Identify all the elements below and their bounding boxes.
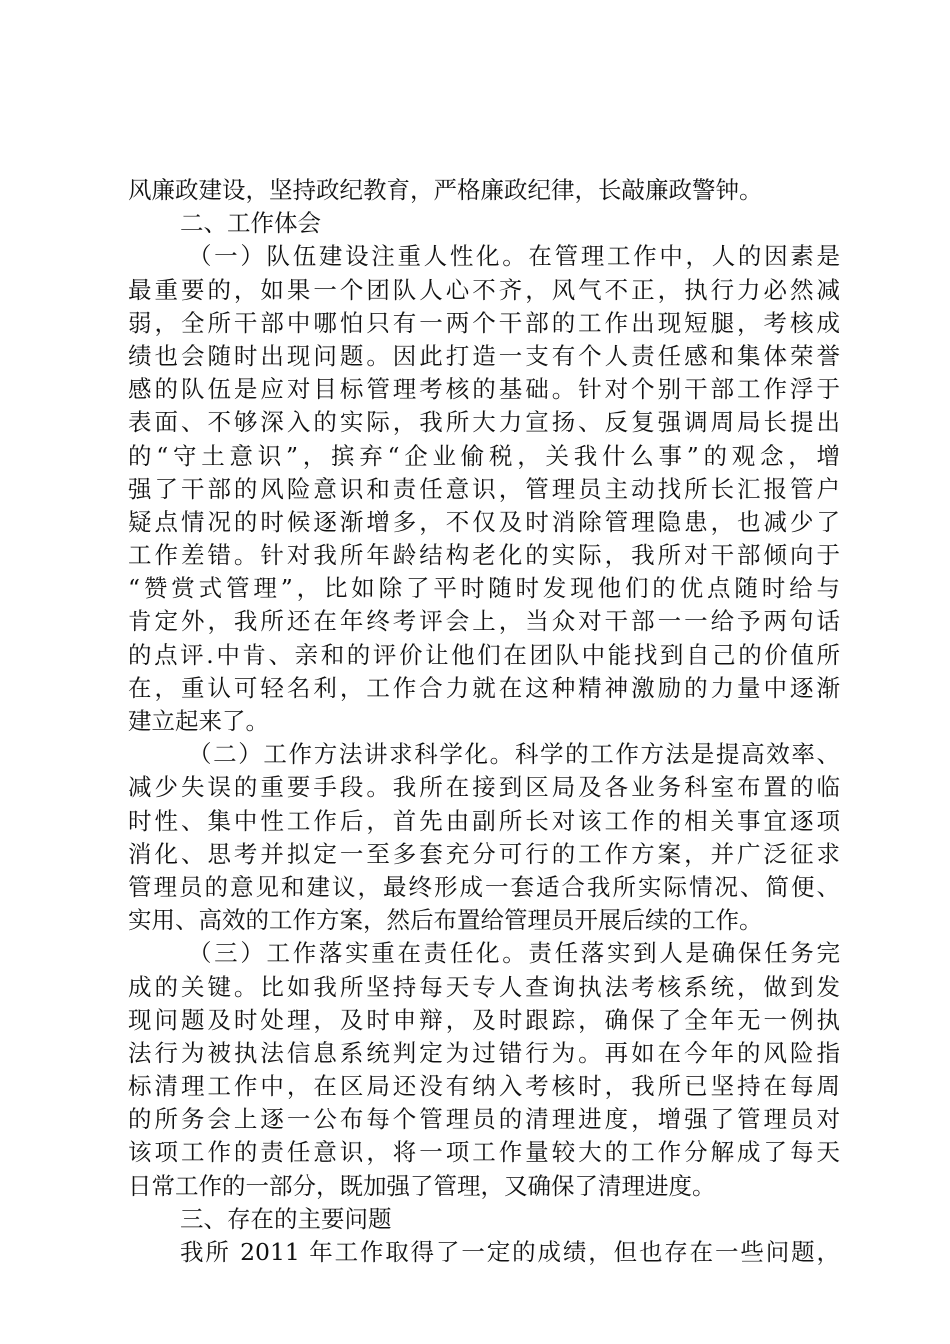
text-line: 三、存在的主要问题 [180, 1204, 392, 1233]
text-line: 弱，全所干部中哪怕只有一两个干部的工作出现短腿，考核成 [128, 308, 840, 337]
text-line: 消化、思考并拟定一至多套充分可行的工作方案，并广泛征求 [128, 839, 840, 868]
text-line: 我所 2011 年工作取得了一定的成绩，但也存在一些问题， [180, 1238, 840, 1266]
text-line: 建立起来了。 [128, 707, 269, 735]
text-line: “赞赏式管理”，比如除了平时随时发现他们的优点随时给与 [128, 574, 840, 603]
text-line: 绩也会随时出现问题。因此打造一支有个人责任感和集体荣誉 [128, 341, 840, 370]
text-line: 感的队伍是应对目标管理考核的基础。针对个别干部工作浮于 [128, 375, 840, 404]
text-line: 二、工作体会 [180, 209, 321, 238]
text-line: 成的关键。比如我所坚持每天专人查询执法考核系统，做到发 [128, 972, 840, 1001]
text-line: 疑点情况的时候逐渐增多，不仅及时消除管理隐患，也减少了 [128, 507, 840, 536]
text-line: 标清理工作中，在区局还没有纳入考核时，我所已坚持在每周 [128, 1072, 840, 1101]
text-line: 的所务会上逐一公布每个管理员的清理进度，增强了管理员对 [128, 1105, 840, 1134]
text-line: 管理员的意见和建议，最终形成一套适合我所实际情况、简便、 [128, 872, 840, 901]
text-line: 时性、集中性工作后，首先由副所长对该工作的相关事宜逐项 [128, 806, 840, 835]
text-line: 强了干部的风险意识和责任意识，管理员主动找所长汇报管户 [128, 474, 840, 503]
text-line: 该项工作的责任意识，将一项工作量较大的工作分解成了每天 [128, 1138, 840, 1167]
text-line: 法行为被执法信息系统判定为过错行为。再如在今年的风险指 [128, 1038, 840, 1067]
text-line: （三）工作落实重在责任化。责任落实到人是确保任务完 [188, 939, 840, 968]
text-line: 肯定外，我所还在年终考评会上，当众对干部一一给予两句话 [128, 607, 840, 636]
text-line: 的“守土意识”，摈弃“企业偷税，关我什么事”的观念，增 [128, 441, 840, 470]
text-line: （二）工作方法讲求科学化。科学的工作方法是提高效率、 [188, 740, 840, 769]
text-line: 实用、高效的工作方案，然后布置给管理员开展后续的工作。 [128, 906, 763, 935]
text-line: 表面、不够深入的实际，我所大力宣扬、反复强调周局长提出 [128, 408, 840, 437]
text-line: 日常工作的一部分，既加强了管理，又确保了清理进度。 [128, 1171, 716, 1200]
text-line: 风廉政建设，坚持政纪教育，严格廉政纪律，长敲廉政警钟。 [128, 176, 763, 204]
text-line: （一）队伍建设注重人性化。在管理工作中，人的因素是 [188, 242, 840, 271]
document-body [128, 174, 840, 1269]
text-line: 减少失误的重要手段。我所在接到区局及各业务科室布置的临 [128, 773, 840, 802]
text-line: 的点评.中肯、亲和的评价让他们在团队中能找到自己的价值所 [128, 640, 840, 669]
text-line: 工作差错。针对我所年龄结构老化的实际，我所对干部倾向于 [128, 541, 840, 570]
text-line: 在，重认可轻名利，工作合力就在这种精神激励的力量中逐渐 [128, 673, 840, 702]
text-line: 最重要的，如果一个团队人心不齐，风气不正，执行力必然减 [128, 275, 840, 304]
text-line: 现问题及时处理，及时申辩，及时跟踪，确保了全年无一例执 [128, 1005, 840, 1034]
